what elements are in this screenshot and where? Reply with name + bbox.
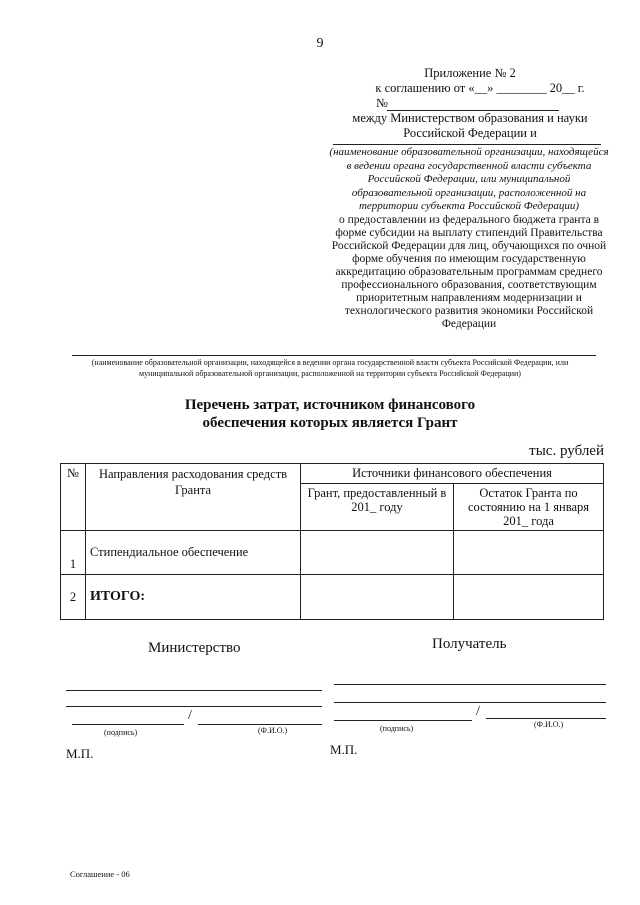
ministry-name-line-1	[66, 690, 322, 691]
col-header-grant: Грант, предоставленный в 201_ году	[301, 484, 454, 531]
recipient-sign-label: (подпись)	[380, 724, 414, 733]
col-header-remainder: Остаток Гранта по состоянию на 1 января 201_ года	[454, 484, 604, 531]
recipient-slash: /	[476, 704, 480, 719]
recipient-fio-line	[486, 718, 606, 719]
org-note: (наименование образовательной организации, находящейся в ведении органа государственной власти субъекта Российской Федерации, или муниципальной образовательной организации, расположенной на территории субъекта Российской Федерации)	[329, 146, 609, 212]
ministry-title: Министерство	[148, 640, 241, 656]
table-row	[61, 531, 604, 575]
row-remainder	[454, 531, 604, 575]
ministry-fio-line	[198, 724, 322, 725]
recipient-fio-label: (Ф.И.О.)	[534, 720, 564, 729]
ministry-line: Российской Федерации и	[403, 126, 537, 140]
org-name-line	[333, 144, 601, 145]
row-name: Стипендиальное обеспечение	[86, 531, 301, 575]
table-row	[61, 575, 604, 620]
between-line: между Министерством образования и науки	[352, 111, 588, 125]
recipient-signature-line	[334, 720, 472, 721]
col-header-sources: Источники финансового обеспечения	[301, 464, 604, 484]
ministry-slash: /	[188, 708, 192, 723]
footer-code: Соглашение - 06	[70, 869, 130, 879]
recipient-title: Получатель	[432, 636, 507, 652]
grant-purpose: о предоставлении из федерального бюджета гранта в форме субсидии на выплату стипендий Правительства Российской Федерации для лиц, обучающихся по очной форме обучения по имеющим государственную аккредитацию образовательным программам среднего профессионального образования, соответствующим приоритетным направлениям модернизации и технологического развития экономики Российской Федерации	[331, 214, 607, 330]
ministry-name-line-2	[66, 706, 322, 707]
row-grant	[301, 531, 454, 575]
row-name: ИТОГО:	[86, 575, 301, 620]
recipient-name-line-1	[334, 684, 606, 685]
ministry-stamp: М.П.	[66, 746, 94, 761]
appendix-title: Приложение № 2	[424, 66, 516, 80]
col-header-number: №	[61, 464, 86, 531]
ministry-sign-label: (подпись)	[104, 728, 138, 737]
row-grant	[301, 575, 454, 620]
ministry-signature-line	[72, 724, 184, 725]
document-heading: Перечень затрат, источником финансового обеспечения которых является Грант	[184, 397, 476, 431]
recipient-stamp: М.П.	[330, 742, 358, 757]
organization-caption: (наименование образовательной организации, находящейся в ведении органа государственной власти субъекта Российской Федерации, или муниципальной образовательной организации, расположенной на территории субъекта Российской Федерации)	[91, 358, 569, 378]
page-number: 9	[316, 36, 324, 51]
recipient-name-line-2	[334, 702, 606, 703]
ministry-fio-label: (Ф.И.О.)	[258, 726, 288, 735]
appendix-block	[330, 66, 610, 141]
agreement-date-line: к соглашению от «__» ________ 20__ г.	[375, 81, 585, 95]
row-number: 1	[61, 531, 86, 575]
agreement-number-underline	[387, 110, 559, 111]
row-number: 2	[61, 575, 86, 620]
organization-line	[72, 355, 596, 356]
col-header-direction: Направления расходования средств Гранта	[86, 464, 301, 531]
row-remainder	[454, 575, 604, 620]
expense-table	[60, 463, 604, 620]
agreement-number-line: №	[376, 96, 388, 110]
units-label: тыс. рублей	[529, 443, 604, 459]
